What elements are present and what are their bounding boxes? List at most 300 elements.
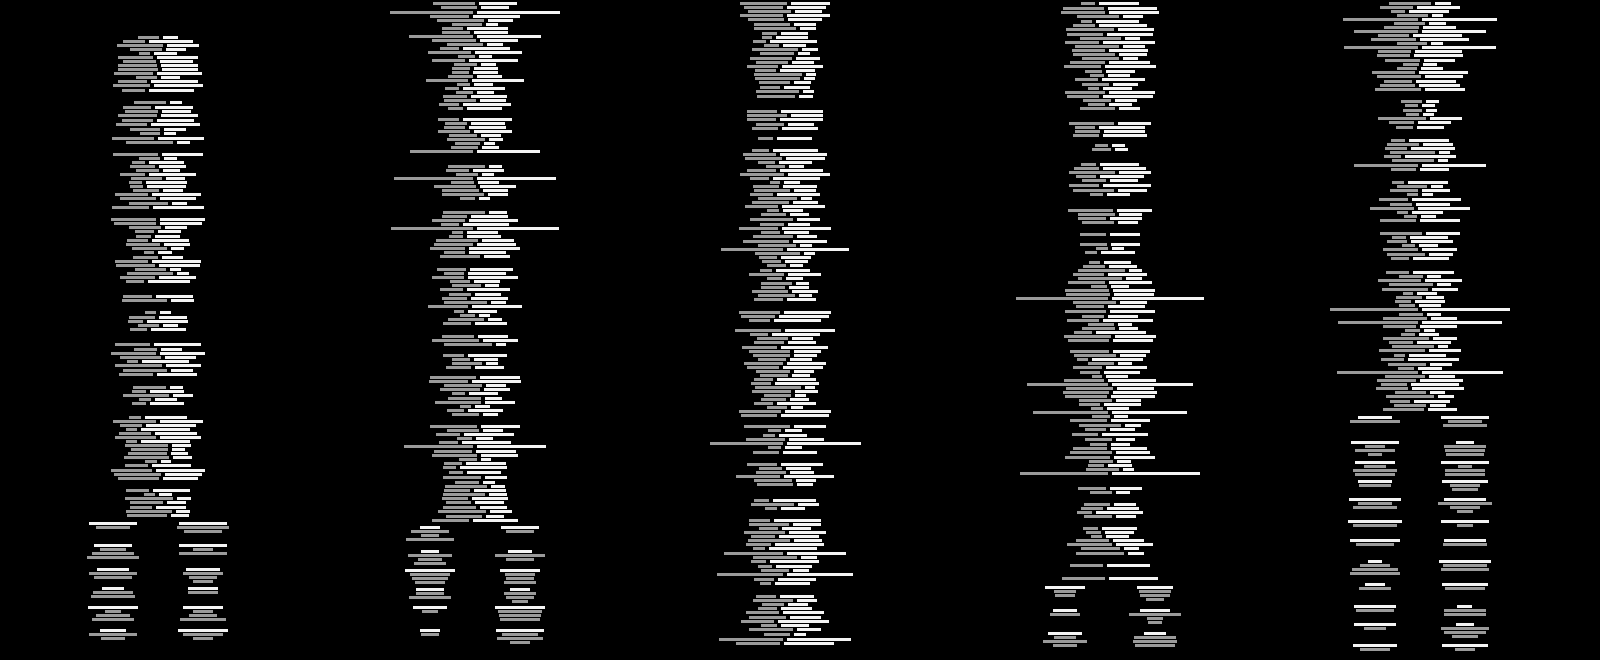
- credit-name-mark: [1116, 451, 1150, 454]
- credit-line: [700, 294, 885, 297]
- credit-name-mark: [1123, 45, 1145, 48]
- credit-role-mark: [460, 405, 471, 408]
- credit-name-mark: [1096, 20, 1138, 23]
- credit-role-mark: [447, 429, 479, 432]
- credit-line: [700, 290, 885, 293]
- credit-role-mark: [442, 335, 475, 338]
- credit-name-mark: [785, 410, 831, 413]
- credit-name-mark: [780, 69, 815, 72]
- credit-role-mark: [120, 356, 161, 359]
- credit-line: [1015, 61, 1215, 64]
- credit-line: [700, 256, 885, 259]
- credit-name-mark: [784, 642, 833, 645]
- credit-line: [80, 510, 253, 513]
- credit-name-mark: [1426, 109, 1437, 112]
- credit-line: [1015, 319, 1215, 322]
- credit-role-mark: [1072, 49, 1105, 52]
- footer-credit-mark: [1350, 572, 1400, 575]
- credit-role-mark: [448, 165, 485, 168]
- credit-line: [1015, 531, 1215, 534]
- footer-credit-mark: [1445, 449, 1486, 452]
- credit-name-mark: [480, 99, 506, 102]
- footer-credit-mark: [102, 587, 124, 590]
- credit-line: [380, 118, 568, 121]
- credit-line: [80, 161, 253, 164]
- credit-line: [80, 501, 253, 504]
- credit-line: [1015, 419, 1215, 422]
- credit-line: [380, 335, 568, 338]
- credit-role-mark: [449, 471, 463, 474]
- credit-name-mark: [784, 311, 831, 314]
- credit-line: [1015, 327, 1215, 330]
- credit-role-mark: [1083, 265, 1105, 268]
- credit-role-mark: [750, 333, 768, 336]
- credit-role-mark: [761, 213, 786, 216]
- credit-line: [1015, 261, 1215, 264]
- credit-role-mark: [752, 201, 790, 204]
- credit-role-mark: [767, 277, 782, 280]
- credit-name-mark: [488, 318, 503, 321]
- credit-role-mark: [1392, 345, 1435, 348]
- credit-line: [700, 329, 885, 332]
- credit-line: [1015, 335, 1215, 338]
- credit-role-mark: [132, 402, 146, 405]
- credit-role-mark: [123, 394, 169, 397]
- credit-role-mark: [1083, 527, 1098, 530]
- credit-line: [380, 193, 568, 196]
- credit-name-mark: [797, 483, 813, 486]
- credit-line: [700, 543, 885, 546]
- credit-line: [380, 322, 568, 325]
- credit-name-mark: [490, 510, 512, 513]
- credit-line: [80, 56, 253, 59]
- credit-name-mark: [785, 446, 801, 449]
- credit-line: [380, 510, 568, 513]
- footer-credit-mark: [1353, 644, 1397, 647]
- credit-line: [700, 503, 885, 506]
- credit-role-mark: [1064, 65, 1101, 68]
- credit-name-mark: [486, 515, 504, 518]
- credit-line: [700, 231, 885, 234]
- credit-name-mark: [150, 402, 184, 405]
- credit-name-mark: [1110, 310, 1155, 313]
- credit-line: [80, 80, 253, 83]
- credit-name-mark: [155, 235, 180, 238]
- credit-role-mark: [1067, 543, 1113, 546]
- credit-line: [1320, 404, 1525, 407]
- credit-role-mark: [136, 76, 157, 79]
- credit-role-mark: [447, 43, 483, 46]
- credit-name-mark: [1108, 7, 1157, 10]
- credit-role-mark: [1065, 456, 1110, 459]
- credit-line: [380, 134, 568, 137]
- credit-line: [80, 424, 253, 427]
- credit-line: [380, 388, 568, 391]
- credit-role-mark: [428, 51, 471, 54]
- credit-role-mark: [1383, 248, 1418, 251]
- credit-role-mark: [748, 539, 791, 542]
- credit-name-mark: [172, 444, 190, 447]
- credit-name-mark: [1107, 33, 1153, 36]
- credit-line: [700, 531, 885, 534]
- credit-line: [700, 264, 885, 267]
- credit-role-mark: [762, 36, 772, 39]
- credit-line: [1015, 167, 1215, 170]
- credit-name-mark: [1417, 6, 1460, 9]
- credit-name-mark: [1431, 42, 1443, 45]
- footer-credit-mark: [1448, 420, 1482, 423]
- credit-name-mark: [468, 272, 506, 275]
- credit-name-mark: [1433, 337, 1457, 340]
- credit-role-mark: [118, 68, 158, 71]
- credit-line: [380, 401, 568, 404]
- credit-name-mark: [788, 223, 810, 226]
- credit-name-mark: [1109, 11, 1159, 14]
- credit-line: [80, 295, 253, 298]
- credit-name-mark: [487, 43, 504, 46]
- credit-role-mark: [122, 299, 168, 302]
- credit-role-mark: [754, 402, 772, 405]
- credit-name-mark: [794, 189, 816, 192]
- credit-line: [1320, 333, 1525, 336]
- footer-credit-mark: [1356, 609, 1393, 612]
- credit-line: [1015, 87, 1215, 90]
- credit-name-mark: [159, 276, 197, 279]
- footer-credit-mark: [408, 554, 452, 557]
- credit-line: [700, 201, 885, 204]
- credit-role-mark: [446, 169, 470, 172]
- credit-line: [1015, 447, 1215, 450]
- credit-role-mark: [454, 63, 477, 66]
- credits-column-5: [1320, 0, 1530, 660]
- credit-line: [1015, 57, 1215, 60]
- credit-name-mark: [496, 343, 506, 346]
- credit-line: [1015, 301, 1215, 304]
- credit-name-mark: [477, 35, 541, 38]
- credit-role-mark: [1391, 10, 1404, 13]
- footer-credit-mark: [1444, 445, 1485, 448]
- credit-name-mark: [787, 552, 846, 555]
- footer-credit-mark: [504, 592, 535, 595]
- footer-credit-mark: [91, 595, 135, 598]
- credit-name-mark: [1099, 2, 1139, 5]
- credit-line: [1015, 70, 1215, 73]
- credit-role-mark: [125, 110, 157, 113]
- credit-name-mark: [782, 227, 831, 230]
- credit-role-mark: [1389, 2, 1431, 5]
- credit-line: [700, 127, 885, 130]
- credit-line: [700, 48, 885, 51]
- credit-role-mark: [434, 185, 475, 188]
- credit-role-mark: [459, 458, 477, 461]
- credit-role-mark: [1389, 283, 1433, 286]
- credit-role-mark: [750, 218, 793, 221]
- credit-role-mark: [756, 595, 776, 598]
- credit-role-mark: [1330, 308, 1418, 311]
- credit-line: [1015, 179, 1215, 182]
- credit-role-mark: [1073, 366, 1102, 369]
- credit-role-mark: [755, 69, 775, 72]
- credit-line: [80, 514, 253, 517]
- footer-credit-mark: [1365, 583, 1385, 586]
- credit-line: [700, 2, 885, 5]
- credit-line: [1015, 184, 1215, 187]
- credit-role-mark: [1377, 54, 1411, 57]
- credit-name-mark: [468, 354, 508, 357]
- credit-line: [700, 595, 885, 598]
- credit-line: [700, 578, 885, 581]
- credit-name-mark: [792, 337, 813, 340]
- credit-name-mark: [794, 81, 811, 84]
- credit-role-mark: [120, 173, 144, 176]
- credit-line: [80, 299, 253, 302]
- footer-credit-mark: [512, 600, 529, 603]
- credit-name-mark: [1103, 184, 1152, 187]
- credit-line: [1015, 399, 1215, 402]
- credit-name-mark: [152, 239, 189, 242]
- credit-line: [1320, 219, 1525, 222]
- credit-line: [80, 173, 253, 176]
- credit-line: [1015, 7, 1215, 10]
- credit-role-mark: [1338, 321, 1418, 324]
- credit-role-mark: [744, 6, 782, 9]
- footer-credit-mark: [188, 587, 219, 590]
- credit-line: [1015, 379, 1215, 382]
- credit-line: [1320, 46, 1525, 49]
- footer-credit-mark: [183, 606, 223, 609]
- credit-role-mark: [443, 95, 467, 98]
- credit-name-mark: [468, 276, 518, 279]
- credit-role-mark: [144, 493, 156, 496]
- credit-line: [380, 392, 568, 395]
- credit-name-mark: [464, 433, 515, 436]
- credit-line: [1320, 292, 1525, 295]
- footer-credit-mark: [1441, 416, 1490, 419]
- credit-role-mark: [136, 235, 151, 238]
- credit-name-mark: [789, 165, 804, 168]
- credit-line: [1015, 273, 1215, 276]
- credit-line: [380, 103, 568, 106]
- credit-role-mark: [1387, 143, 1419, 146]
- credit-line: [80, 264, 253, 267]
- credit-line: [1015, 375, 1215, 378]
- credit-role-mark: [430, 425, 477, 428]
- credit-name-mark: [159, 165, 186, 168]
- credit-name-mark: [800, 244, 812, 247]
- footer-credit-mark: [1358, 416, 1392, 419]
- credit-name-mark: [1128, 552, 1145, 555]
- credit-role-mark: [120, 424, 142, 427]
- credit-role-mark: [1079, 424, 1122, 427]
- credit-role-mark: [1383, 325, 1416, 328]
- credit-role-mark: [1064, 335, 1111, 338]
- credit-role-mark: [441, 223, 460, 226]
- footer-credit-mark: [89, 633, 137, 636]
- credit-line: [380, 354, 568, 357]
- credit-name-mark: [1116, 438, 1135, 441]
- credit-role-mark: [1075, 78, 1098, 81]
- credit-role-mark: [123, 295, 152, 298]
- credit-line: [700, 560, 885, 563]
- footer-credit-mark: [418, 558, 443, 561]
- footer-credit-mark: [1446, 453, 1485, 456]
- credit-line: [380, 51, 568, 54]
- credit-line: [1015, 395, 1215, 398]
- footer-credit-mark: [1355, 473, 1395, 476]
- credit-name-mark: [155, 106, 193, 109]
- credit-role-mark: [1344, 46, 1418, 49]
- credit-role-mark: [432, 339, 479, 342]
- credit-name-mark: [794, 350, 821, 353]
- credit-line: [1320, 26, 1525, 29]
- credit-line: [700, 86, 885, 89]
- credit-name-mark: [1114, 503, 1136, 506]
- credit-name-mark: [472, 380, 522, 383]
- credit-name-mark: [774, 319, 820, 322]
- credit-role-mark: [768, 446, 781, 449]
- credit-line: [700, 519, 885, 522]
- credit-name-mark: [1418, 367, 1442, 370]
- credit-name-mark: [790, 616, 821, 619]
- credit-role-mark: [442, 31, 470, 34]
- footer-credit-mark: [1350, 420, 1400, 423]
- credit-line: [80, 230, 253, 233]
- credit-line: [700, 425, 885, 428]
- credit-line: [700, 18, 885, 21]
- credit-name-mark: [460, 466, 507, 469]
- credit-role-mark: [1070, 350, 1109, 353]
- footer-credit-mark: [96, 526, 131, 529]
- footer-credit-mark: [1129, 613, 1181, 616]
- credit-name-mark: [1419, 84, 1461, 87]
- footer-credit-mark: [189, 614, 216, 617]
- credit-role-mark: [724, 552, 783, 555]
- footer-credit-mark: [1455, 648, 1475, 651]
- credit-name-mark: [1109, 49, 1149, 52]
- credit-name-mark: [801, 556, 817, 559]
- credit-name-mark: [474, 358, 498, 361]
- credit-line: [1320, 317, 1525, 320]
- credit-name-mark: [481, 6, 510, 9]
- credit-role-mark: [747, 366, 779, 369]
- credit-line: [380, 39, 568, 42]
- credit-line: [380, 173, 568, 176]
- credit-role-mark: [749, 628, 793, 631]
- credit-role-mark: [747, 463, 776, 466]
- credit-line: [1320, 104, 1525, 107]
- credit-name-mark: [1108, 315, 1138, 318]
- credit-line: [80, 272, 253, 275]
- credit-role-mark: [1079, 403, 1101, 406]
- credit-role-mark: [1082, 57, 1118, 60]
- credit-line: [380, 19, 568, 22]
- footer-credit-mark: [1368, 453, 1383, 456]
- credit-line: [1015, 323, 1215, 326]
- credit-line: [380, 146, 568, 149]
- credit-role-mark: [118, 477, 159, 480]
- credit-name-mark: [1426, 232, 1459, 235]
- credit-line: [380, 305, 568, 308]
- credit-role-mark: [1394, 22, 1424, 25]
- credit-role-mark: [1401, 100, 1422, 103]
- credit-role-mark: [434, 450, 472, 453]
- footer-credit-mark: [506, 577, 534, 580]
- credit-line: [380, 23, 568, 26]
- credit-role-mark: [743, 240, 789, 243]
- credit-name-mark: [788, 273, 821, 276]
- credit-line: [380, 471, 568, 474]
- credit-role-mark: [460, 197, 476, 200]
- credit-line: [1320, 147, 1525, 150]
- credit-role-mark: [760, 52, 794, 55]
- footer-credit-mark: [1053, 644, 1077, 647]
- footer-credit-mark: [101, 637, 126, 640]
- footer-credit-mark: [1364, 465, 1385, 468]
- credit-name-mark: [1409, 354, 1446, 357]
- credit-name-mark: [1417, 341, 1451, 344]
- credit-line: [700, 10, 885, 13]
- credit-name-mark: [158, 230, 181, 233]
- credit-role-mark: [1370, 207, 1414, 210]
- credit-name-mark: [792, 290, 818, 293]
- credit-line: [700, 628, 885, 631]
- credit-line: [1320, 18, 1525, 21]
- credit-line: [380, 83, 568, 86]
- credit-name-mark: [170, 386, 183, 389]
- credit-name-mark: [1415, 50, 1461, 53]
- credit-role-mark: [448, 107, 463, 110]
- credit-line: [80, 456, 253, 459]
- credit-role-mark: [1075, 130, 1101, 133]
- credit-line: [1015, 358, 1215, 361]
- credit-line: [1320, 383, 1525, 386]
- credit-role-mark: [761, 286, 786, 289]
- credit-role-mark: [448, 75, 473, 78]
- credit-line: [1320, 22, 1525, 25]
- credit-role-mark: [1069, 122, 1114, 125]
- credit-role-mark: [132, 161, 145, 164]
- credit-role-mark: [1073, 273, 1104, 276]
- credit-name-mark: [156, 506, 185, 509]
- credit-role-mark: [1077, 15, 1119, 18]
- credit-line: [380, 231, 568, 234]
- credit-name-mark: [1109, 103, 1133, 106]
- credit-name-mark: [1418, 121, 1451, 124]
- credit-line: [80, 460, 253, 463]
- credit-role-mark: [449, 134, 477, 137]
- credit-name-mark: [152, 464, 191, 467]
- credit-name-mark: [1112, 383, 1193, 386]
- credit-line: [380, 501, 568, 504]
- credit-role-mark: [430, 15, 469, 18]
- credit-role-mark: [433, 2, 475, 5]
- credit-line: [1015, 547, 1215, 550]
- footer-credit-mark: [497, 637, 543, 640]
- credit-role-mark: [442, 215, 467, 218]
- credit-line: [380, 301, 568, 304]
- credit-name-mark: [167, 501, 186, 504]
- credit-name-mark: [775, 582, 809, 585]
- credit-name-mark: [798, 503, 819, 506]
- credit-name-mark: [481, 134, 500, 137]
- credit-role-mark: [1085, 438, 1111, 441]
- credit-role-mark: [759, 467, 783, 470]
- footer-credit-mark: [499, 614, 541, 617]
- credit-role-mark: [118, 56, 153, 59]
- credit-line: [380, 55, 568, 58]
- credit-name-mark: [463, 118, 512, 121]
- credit-name-mark: [470, 268, 513, 271]
